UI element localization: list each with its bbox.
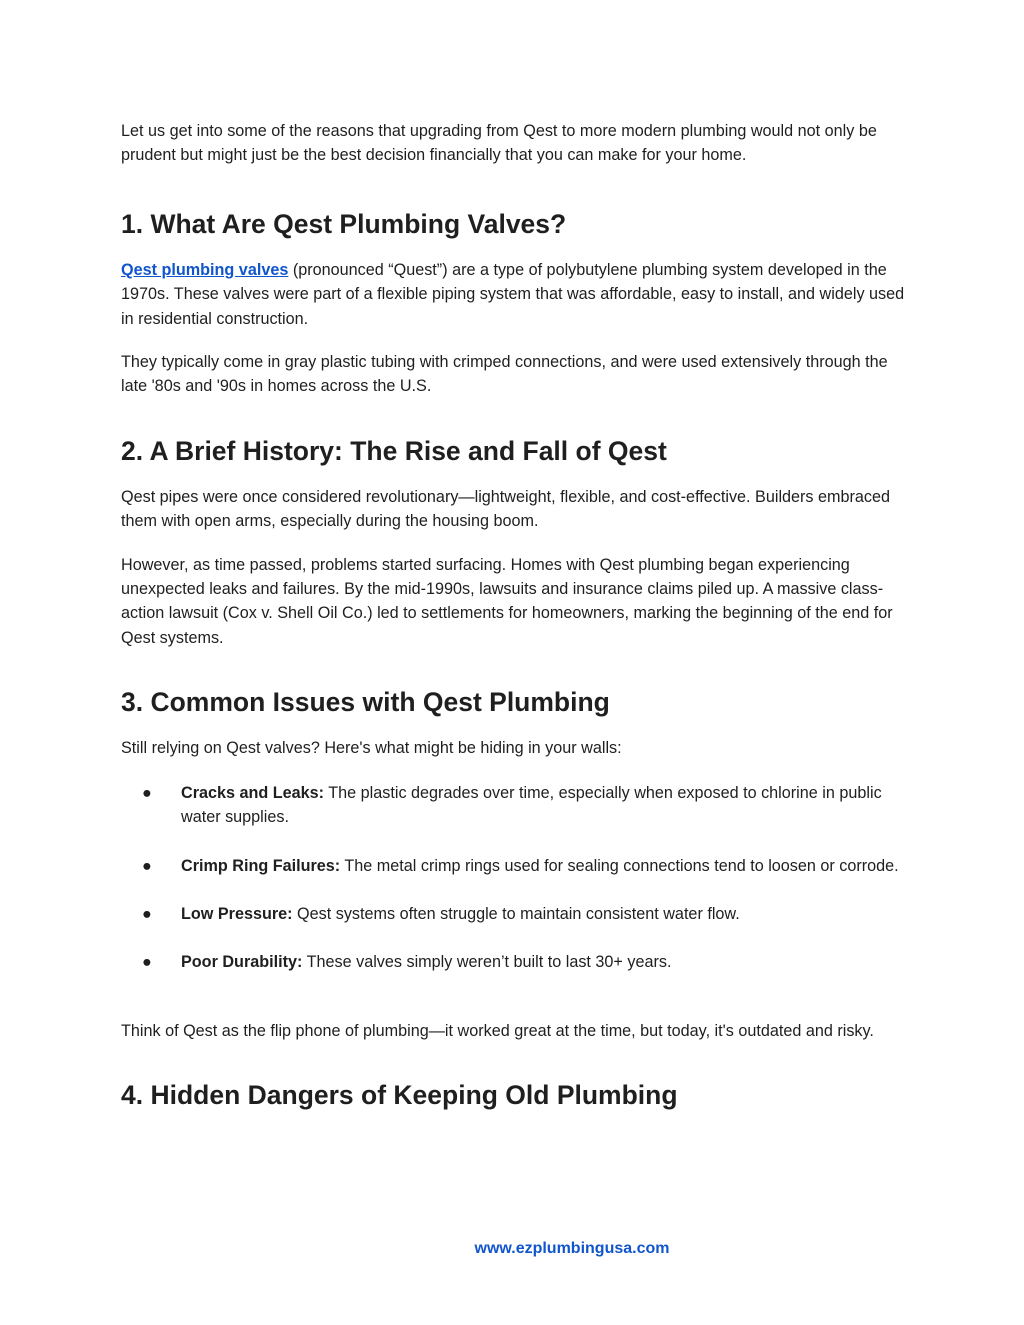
list-item [121, 781, 911, 830]
list-item-text: The metal crimp rings used for sealing connections tend to loosen or corrode. [340, 856, 899, 875]
list-item-term: Poor Durability: [181, 953, 303, 972]
list-item-text: The plastic degrades over time, especially when exposed to chlorine in public water supplies. [181, 783, 882, 827]
list-item-text: Qest systems often struggle to maintain consistent water flow. [292, 904, 740, 923]
section-3-closing: Think of Qest as the flip phone of plumbing—it worked great at the time, but today, it's outdated and risky. [121, 1021, 874, 1040]
bullet-icon: ● [142, 953, 152, 972]
section-2-heading: 2. A Brief History: The Rise and Fall of Qest [121, 435, 667, 466]
list-item [121, 854, 911, 878]
list-item-term: Low Pressure: [181, 904, 293, 923]
common-issues-list [121, 781, 911, 975]
section-4-heading: 4. Hidden Dangers of Keeping Old Plumbing [121, 1080, 678, 1111]
section-1-paragraph-2: They typically come in gray plastic tubing with crimped connections, and were used extensively through the late '80s and '90s in homes across the U.S. [121, 353, 888, 396]
list-item-term: Cracks and Leaks: [181, 783, 325, 802]
section-2-paragraph-1: Qest pipes were once considered revolutionary—lightweight, flexible, and cost-effective. Builders embraced them with open arms, especially during the housing boom. [121, 487, 891, 531]
list-item [121, 902, 911, 926]
section-2-paragraph-2: However, as time passed, problems started surfacing. Homes with Qest plumbing began experiencing unexpected leaks and failures. By the mid-1990s, lawsuits and insurance claims piled up. A massive class-action lawsuit (Cox v. Shell Oil Co.) led to settlements for homeowners, marking the beginning of the end for Qest systems. [121, 555, 893, 647]
section-3-lead: Still relying on Qest valves? Here's what might be hiding in your walls: [121, 739, 622, 758]
bullet-icon: ● [142, 904, 152, 923]
bullet-icon: ● [142, 783, 152, 802]
section-1-paragraph-1-text: (pronounced “Quest”) are a type of polybutylene plumbing system developed in the 1970s. These valves were part of a flexible piping system that was affordable, easy to install, and widely used in residential construction. [121, 260, 905, 328]
section-1-heading: 1. What Are Qest Plumbing Valves? [121, 208, 567, 239]
list-item-term: Crimp Ring Failures: [181, 856, 341, 875]
list-item-text: These valves simply weren’t built to last 30+ years. [302, 953, 672, 972]
footer-website-link[interactable]: www.ezplumbingusa.com [474, 1240, 670, 1257]
qest-plumbing-valves-link[interactable]: Qest plumbing valves [121, 260, 289, 279]
bullet-icon: ● [142, 856, 152, 875]
list-item [121, 950, 911, 974]
document-body [121, 119, 911, 1111]
intro-paragraph: Let us get into some of the reasons that upgrading from Qest to more modern plumbing would not only be prudent but might just be the best decision financially that you can make for your home. [121, 122, 877, 165]
section-1-paragraph-1 [121, 258, 911, 331]
section-3-heading: 3. Common Issues with Qest Plumbing [121, 687, 610, 718]
